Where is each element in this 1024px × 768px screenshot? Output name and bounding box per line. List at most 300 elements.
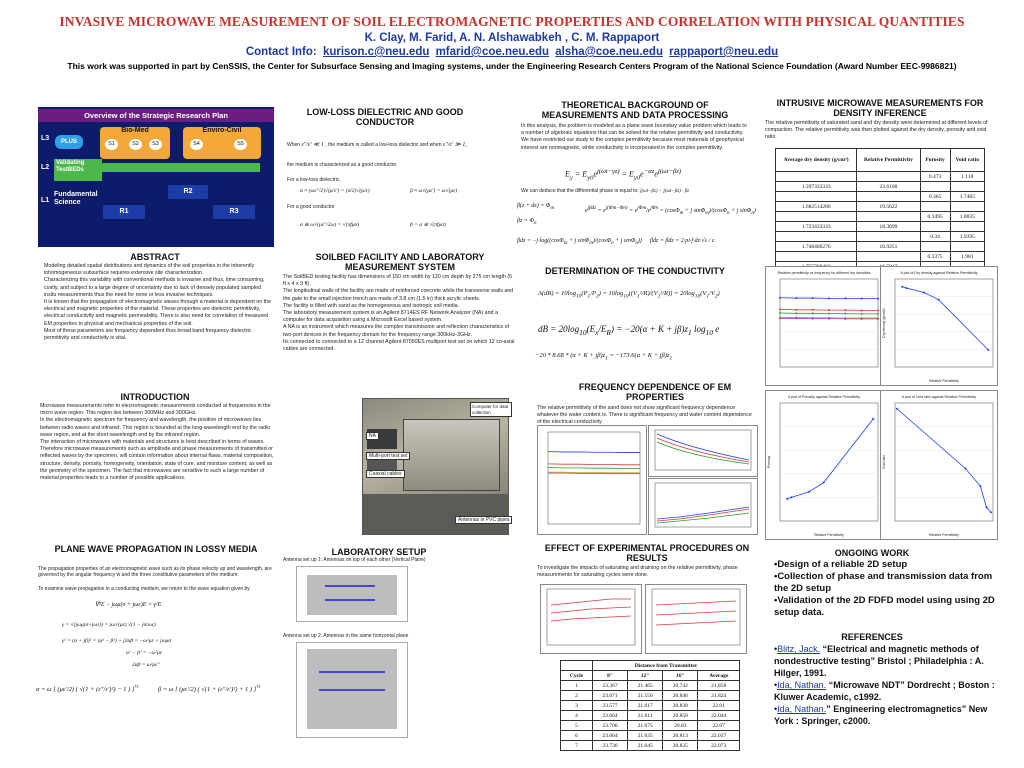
table-cell: 19.5622 [857, 202, 920, 212]
saturation-chart-2 [645, 584, 747, 654]
plane-wave-heading: PLANE WAVE PROPAGATION IN LOSSY MEDIA [54, 544, 258, 554]
data-point [844, 318, 846, 320]
table-cell: 7 [561, 741, 593, 751]
photo-label-na: NA [366, 432, 379, 440]
effect-heading: EFFECT OF EXPERIMENTAL PROCEDURES ON RESULTS [544, 543, 750, 563]
density-table-body [776, 172, 985, 272]
data-point [987, 349, 989, 351]
cycle-table-body [561, 681, 740, 751]
setup-1-caption: Antenna set up 1: Antennas on top of each other (Vertical Plane) [283, 557, 426, 563]
equation: ε″/ε′ ≪ 1 [301, 142, 324, 148]
table-cell [776, 212, 857, 222]
equation: $-20 * 8.68 * (\alpha + K + j\beta)z_1 = -173.6(\alpha + K + j\beta)z_1$ [535, 352, 673, 362]
data-point [779, 312, 781, 314]
table-row [561, 721, 740, 731]
chart-title: A plot of Porosity against Relative Permittivity [787, 395, 861, 399]
porosity-perm-svg [766, 391, 882, 539]
data-point [964, 467, 966, 469]
data-point [795, 309, 797, 311]
table-cell: 18.3699 [857, 222, 920, 232]
data-point [905, 287, 907, 289]
table-cell: 23.071 [593, 691, 628, 701]
s-node: S2 [129, 139, 142, 150]
table-cell: 0.365 [920, 192, 950, 202]
ongoing-item: •Validation of the 2D FDFD model using using 2D setup data. [774, 595, 995, 618]
testbed-bar [100, 163, 260, 172]
table-cell: 21.645 [628, 741, 663, 751]
table-header: 16" [663, 671, 698, 681]
data-point [877, 298, 879, 300]
abstract-paragraph: Most of these parameters are frequency dependent thus broad band frequency dielectric permittivity and conductivity is vital. [44, 327, 252, 342]
poster-title: INVASIVE MICROWAVE MEASUREMENT OF SOIL ELECTROMAGNETIC PROPERTIES AND CORRELATION WITH PHYSICAL QUANTITIES [59, 14, 965, 29]
table-cell: 22.073 [698, 741, 740, 751]
data-point [812, 318, 814, 320]
table-row [561, 711, 740, 721]
equation: βdz = −j·log((cosΦ$_m$ + j sinΦ$_m$)/(cosΦ$_n$ + j sinΦ$_n$)) [517, 238, 642, 247]
table-cell: 1.397333333 [776, 182, 857, 192]
table-cell: 1.981 [950, 252, 984, 262]
equation: ∇²E − jωμ(σ + jωε)E = γ²E [95, 602, 162, 608]
photo-label-computer: Computer for data collection [470, 402, 512, 417]
table-cell: 23.736 [593, 741, 628, 751]
data-point [861, 313, 863, 315]
equation: $A(dB) = 10\log_{10}(P_1/P_2) = 10\log_{10}((V_1^2/R)/(V_2^2/R)) = 20\log_{10}(V_1/V_2)$ [538, 290, 720, 300]
table-cell: 1.723433333 [776, 222, 857, 232]
lab-photo [362, 398, 509, 535]
table-header: Cycle [561, 671, 593, 681]
low-loss-label: For a low-loss dielectric, [287, 177, 341, 183]
data-point [779, 297, 781, 299]
saturation-svg-2 [646, 585, 746, 653]
table-row [776, 172, 985, 182]
references-heading: REFERENCES [841, 632, 903, 642]
equation: 2αβ = ω²με″ [132, 662, 160, 668]
table-cell: 21.556 [628, 691, 663, 701]
reference-text: “Microwave NDT” Dordrecht ; Boston : Kluwer Academic, c1992. [774, 680, 995, 702]
data-point [795, 297, 797, 299]
data-point [812, 309, 814, 311]
x-axis-label: Relative Permittivity [814, 533, 844, 537]
perm-freq-svg [766, 267, 882, 385]
setup-1-plot-area [307, 575, 397, 615]
abstract-paragraph: It is known that the propagation of electromagnetic waves through a material is dependent on the electrical and magnetic properties of the material. These properties are dielectric permittivity, electrical conductivity and magnetic permeability. There is also need for correlation of measured EM properties to physical and mechanical properties of the soil. [44, 299, 272, 327]
freq-permittivity-svg [538, 426, 646, 534]
table-header-row [776, 149, 985, 172]
data-point [786, 498, 788, 500]
deduce-text [521, 188, 749, 195]
density-perm-svg [881, 267, 997, 385]
table-row [561, 701, 740, 711]
table-cell [776, 252, 857, 262]
equation: dB = $20\log_{10}(E_x/E_R) = -20(\alpha + K + j\beta)z_1$ $\log_{10} e$ [538, 324, 720, 337]
funding-statement: This work was supported in part by CenSSIS, the Center for Subsurface Sensing and Imaging systems, under the Engineering Research Centers Program of the National Science Foundation (Award Number EEC-9986821) [67, 61, 957, 71]
level-label: L3 [41, 135, 50, 142]
y-axis-label: Porosity [767, 455, 771, 469]
saturation-svg-1 [541, 585, 641, 653]
strategic-plan-title: Overview of the Strategic Research Plan [38, 109, 274, 122]
abstract-paragraph: Characterizing this variability with conventional methods is invasive and thus, time consuming, costly, and subject to a large degree of uncertainty due to lack of densely populated sampled insitu measurements thus the need for none or less invasive techniques. [44, 277, 265, 298]
freq-permittivity-chart [537, 425, 647, 535]
soilbed-paragraph: The longitudinal walls of the facility are made of reinforced concrete while the transverse walls and the gate to the small injection trench are made of 3.8 cm (1.5 in) thick acrylic sheets. [283, 288, 514, 302]
table-cell: 20.813 [663, 731, 698, 741]
equation: α ≈ (ωε″/2)√(μ/ε′) = (σ/2)√(μ/ε) [300, 188, 370, 194]
plot-area [895, 279, 993, 367]
low-loss-text: , the medium is called a low-loss dielectric and when [325, 142, 442, 148]
level-label: L1 [41, 197, 50, 204]
data-point [844, 313, 846, 315]
setup-2-figure [296, 642, 408, 738]
data-point [979, 485, 981, 487]
intro-paragraph: Microwave measurements refer to electromagnetic measurements conducted at frequencies in the micro wave region. This region lies between 300MHz and 300GHz. [40, 403, 271, 417]
plot-area [895, 403, 993, 521]
equation: $\beta(z + dz) = \Phi_m$ $\beta z = \Phi_n$ [517, 203, 554, 227]
reference-author-link[interactable]: Blitz, Jack. [777, 644, 821, 654]
table-row [561, 681, 740, 691]
data-point [985, 506, 987, 508]
density-perm-chart [880, 266, 998, 386]
freq-conductivity-chart [648, 425, 758, 477]
s-node: S3 [149, 139, 162, 150]
plane-wave-text: The propagation properties of an electromagnetic wave such as its phase velocity up and wavelength, are governed by the angular frequency w and the three constitutive parameters of the medium: [38, 566, 272, 579]
antenna-line [325, 585, 375, 587]
table-row [561, 731, 740, 741]
table-caption: Distance from Transmitter [593, 661, 740, 671]
table-header-row [561, 671, 740, 681]
reference-item: •Ida, Nathan.” Engineering electromagnetics” New York : Springer, c2000. [774, 704, 988, 726]
equation: ε″/ε′ ≫ 1, [442, 142, 467, 148]
data-point [812, 312, 814, 314]
data-point [779, 317, 781, 319]
ongoing-heading: ONGOING WORK [834, 548, 910, 558]
table-cell: 21.635 [628, 731, 663, 741]
table-cell [950, 242, 984, 252]
table-cell: 1.748466276 [776, 242, 857, 252]
saturation-chart-1 [540, 584, 642, 654]
email-link[interactable]: mfarid@coe.neu.edu [435, 46, 550, 58]
conductivity-curve-svg-2 [649, 479, 757, 534]
antenna-line [319, 689, 385, 691]
ongoing-list [774, 559, 996, 619]
table-cell [950, 202, 984, 212]
freq-dep-heading: FREQUENCY DEPENDENCE OF EM PROPERTIES [578, 382, 732, 402]
table-row [776, 182, 985, 192]
strategic-plan-diagram [38, 107, 274, 247]
abstract-heading: ABSTRACT [130, 252, 180, 262]
reference-text: ” Engineering electromagnetics” New York : Springer, c2000. [774, 704, 988, 726]
x-axis-label: Relative Permittivity [929, 533, 959, 537]
table-cell: 21.617 [628, 701, 663, 711]
table-cell [920, 182, 950, 192]
authors: K. Clay, M. Farid, A. N. Alshawabkeh , C. M. Rappaport [364, 32, 660, 44]
reference-author-link[interactable]: Ida, Nathan. [777, 704, 827, 714]
data-point [828, 297, 830, 299]
table-row [776, 192, 985, 202]
data-point [844, 309, 846, 311]
table-cell: 21.858 [698, 681, 740, 691]
y-axis-label: Void ratio [882, 454, 886, 470]
equation: j(ωt−βz) − j(ωt−βz) · βz [640, 189, 690, 194]
contact-label: Contact Info: [245, 46, 317, 58]
table-cell: 3 [561, 701, 593, 711]
data-point [877, 309, 879, 311]
photo-label-antennas: Antennas in PVC pipes [455, 516, 512, 524]
equation: $e^{j\beta dz} = e^{j(\Phi m-\Phi n)} = e^{j\Phi m}/e^{j\Phi n} = (\cos\Phi_m + j$ sinΦ$_m$)/(cosΦ$_n$ + j sinΦ$_n$) [585, 206, 756, 217]
data-point [812, 297, 814, 299]
freq-conductivity-chart-2 [648, 478, 758, 535]
table-cell [776, 232, 857, 242]
table-cell: 1.8835 [950, 212, 984, 222]
table-header: 8" [593, 671, 628, 681]
table-cell: 20.858 [663, 711, 698, 721]
plane-wave-text: To examine wave propagation in a conducting medium, we return to the wave equation given by [38, 586, 250, 592]
data-point [901, 286, 903, 288]
table-cell: 2 [561, 691, 593, 701]
table-cell [920, 222, 950, 232]
soilbed-paragraph: A NA is an instrument which measures the complex transmission and reflection characteristics of two-port devices in the frequency domain for the frequency range 300kHz-3GHz. [283, 324, 510, 338]
good-conductor-text: the medium is characterized as a good conductor. [287, 162, 398, 168]
when-label: When [287, 142, 301, 148]
table-header: 12" [628, 671, 663, 681]
table-cell: 6 [561, 731, 593, 741]
effect-text: To investigate the impacts of saturating and draining on the relative permittivity, phase measurements for saturating cycles were done. [537, 565, 738, 579]
table-row [776, 232, 985, 242]
data-point [779, 309, 781, 311]
table-cell [857, 232, 920, 242]
table-cell: 23.577 [593, 701, 628, 711]
photo-label-coax: Coaxial cables [366, 470, 405, 478]
data-point [861, 298, 863, 300]
table-cell [920, 202, 950, 212]
cycle-table [560, 660, 740, 751]
table-cell: 0.473 [920, 172, 950, 182]
email-link[interactable]: rappaport@neu.edu [669, 46, 779, 58]
bio-med-label: Bio-Med [121, 127, 149, 134]
theoretical-heading: THEORETICAL BACKGROUND OF MEASUREMENTS AND DATA PROCESSING [541, 100, 729, 120]
table-cell: 22.01 [698, 701, 740, 711]
r1-box: R1 [103, 205, 145, 219]
conductivity-heading: DETERMINATION OF THE CONDUCTIVITY [545, 266, 725, 276]
validating-testbeds-box: Validating TestBEDs [54, 159, 102, 181]
plot-area [780, 403, 878, 521]
table-cell [950, 182, 984, 192]
table-cell: 23.6108 [857, 182, 920, 192]
table-cell: 0.3495 [920, 212, 950, 222]
soilbed-body [283, 274, 515, 353]
table-cell: 20.83 [663, 721, 698, 731]
data-point [872, 418, 874, 420]
data-point [790, 496, 792, 498]
equation: β = ω [ (με′/2) ( √(1 + (ε″/ε′)²) + 1 ) ]$^{\frac{1}{2}}$ [158, 684, 261, 694]
theoretical-text: In this analysis, the problem is modeled as a plane wave boundary value problem which leads to a number of algebraic equations that can be solved for the relative permittivity and conductivity. We have restricted our study to the complex permittivity because most materials of geophysical interest are nonmagnetic, while conductivity is incorporated in the complex permittivity. [521, 123, 747, 151]
fundamental-science-box: Fundamental Science [54, 191, 98, 206]
plot-area [780, 279, 878, 367]
soilbed-paragraph: Its connected to connected to a 12 channel Agilent 87050ES multiport test set on which 12 co-axial cables are connected. [283, 338, 515, 353]
table-cell: 22.044 [698, 711, 740, 721]
data-point [795, 317, 797, 319]
abstract-paragraph: Modeling detailed spatial distributions and dynamics of the soil properties in the inherently inhomogeneous subsurface requires extensive site characterization. [44, 263, 255, 277]
references-list [774, 643, 1000, 727]
table-row [776, 252, 985, 262]
density-table [775, 148, 985, 272]
table-header: Porosity [920, 149, 950, 172]
void-perm-chart [880, 390, 998, 540]
conductivity-curve-svg [649, 426, 757, 476]
table-cell: 20.835 [663, 741, 698, 751]
soilbed-paragraph: The facility is filled with sand as the homogeneous and isotropic soil media. [283, 302, 460, 309]
table-cell: 1 [561, 681, 593, 691]
lab-setup-heading: LABORATORY SETUP [331, 547, 427, 557]
table-header [561, 661, 593, 671]
intro-paragraph: In the electromagnetic spectrum for frequency and wavelength, the position of microwaves lies between radio waves and infrared. This region is bounded at the long-wavelength end by the radio wave region, and at the short-wavelength end by the infrared region. [40, 417, 271, 438]
soilbed-paragraph: The SoilBED testing facility has dimensions of 150 cm width by 120 cm depth by 275 cm length (5 ft x 4 x 9 ft). [283, 274, 513, 288]
table-cell: 21.824 [698, 691, 740, 701]
antenna-line [325, 599, 375, 601]
table-cell [857, 192, 920, 202]
equation: α² − β² = −ω²με [126, 650, 163, 656]
abstract-body [44, 263, 272, 342]
table-cell: 1.118 [950, 172, 984, 182]
low-loss-heading: LOW-LOSS DIELECTRIC AND GOOD CONDUCTOR [306, 107, 464, 127]
void-perm-svg [881, 391, 997, 539]
reference-item: •Blitz, Jack. “Electrical and magnetic methods of nondestructive testing” Bristol ; Philadelphia : A. Hilger, 1991. [774, 644, 984, 678]
data-point [896, 408, 898, 410]
table-cell: 4 [561, 711, 593, 721]
good-conductor-label: For a good conductor [287, 204, 335, 210]
table-row [776, 222, 985, 232]
table-cell: 5 [561, 721, 593, 731]
chart-title: A plot of Void ratio against Relative Permittivity [901, 395, 977, 399]
data-point [861, 318, 863, 320]
table-row [776, 202, 985, 212]
table-header: Average [698, 671, 740, 681]
intrusive-heading: INTRUSIVE MICROWAVE MEASUREMENTS FOR DENSITY INFERENCE [776, 98, 984, 118]
table-row [776, 212, 985, 222]
porosity-perm-chart [765, 390, 883, 540]
table-cell: 21.675 [628, 721, 663, 731]
email-link[interactable]: alsha@coe.neu.edu [555, 46, 663, 58]
data-point [828, 313, 830, 315]
table-cell [857, 252, 920, 262]
table-cell: 20.742 [663, 681, 698, 691]
table-cell: 1.682514286 [776, 202, 857, 212]
reference-item: •Ida, Nathan. “Microwave NDT” Dordrecht ; Boston : Kluwer Academic, c1992. [774, 680, 995, 702]
equation: γ² = (α + jβ)² = (α² − β²) + j2αβ = −ω²με + jωμσ [62, 638, 172, 644]
table-cell: 20.838 [663, 701, 698, 711]
equation: α = ω [ (με′/2) ( √(1 + (ε″/ε′)²) − 1 ) ]$^{\frac{1}{2}}$ [36, 684, 139, 694]
photo-label-multiport: Multi-port test set [366, 452, 410, 460]
contact-info [0, 46, 1024, 58]
table-cell [920, 242, 950, 252]
r2-box: R2 [168, 185, 208, 199]
data-point [828, 318, 830, 320]
data-point [861, 309, 863, 311]
freq-dep-text: The relative permittivity of the sand does not show significant frequency dependence whatever the water content is. There is significant frequency and water content dependence of the electrical conductivity [537, 405, 752, 426]
equation: α ≅ ω√(με″/2ω) = √(πfμσ) [300, 222, 360, 228]
table-row [561, 741, 740, 751]
equation: β = α ≅ √(πfμσ) [410, 222, 446, 228]
chart-title: Relative permittivity vs frequency for different dry densities [777, 271, 871, 275]
table-header: Average dry density (g/cm³) [776, 149, 857, 172]
r3-box: R3 [213, 205, 255, 219]
data-point [923, 291, 925, 293]
enviro-civil-label: Enviro-Civil [202, 127, 242, 134]
table-cell: 22.07 [698, 721, 740, 731]
table-cell: 1.9395 [950, 232, 984, 242]
reference-text: “Electrical and magnetic methods of nondestructive testing” Bristol ; Philadelphia : A. Hilger, 1991. [774, 644, 984, 678]
table-cell: 1.7465 [950, 192, 984, 202]
table-cell [857, 212, 920, 222]
plane-wave-equations [36, 598, 274, 758]
table-cell: 23.706 [593, 721, 628, 731]
antenna-line [319, 671, 385, 673]
table-row [776, 242, 985, 252]
soilbed-tank [403, 419, 500, 491]
data-point [990, 511, 992, 513]
table-cell: 16.9251 [857, 242, 920, 252]
email-link[interactable]: kurison.c@neu.edu [322, 46, 430, 58]
soilbed-heading: SOILBED FACILITY AND LABORATORY MEASUREMENT SYSTEM [315, 252, 485, 272]
lab-floor [363, 494, 508, 534]
data-point [844, 297, 846, 299]
table-header: Void ratio [950, 149, 984, 172]
s-node: S4 [190, 139, 203, 150]
table-cell: 23.664 [593, 731, 628, 741]
table-cell [950, 222, 984, 232]
ongoing-item: •Design of a reliable 2D setup [774, 559, 908, 570]
low-loss-when-row [287, 142, 512, 148]
reference-author-link[interactable]: Ida, Nathan. [777, 680, 827, 690]
x-axis-label: Relative Permittivity [929, 379, 959, 383]
table-cell: 0.34 [920, 232, 950, 242]
deduce-label: We can deduce that the differential phase is equal to: [521, 188, 639, 194]
y-axis-label: Dry density (g/cm3) [882, 308, 886, 338]
data-point [808, 491, 810, 493]
table-cell [776, 192, 857, 202]
table-row [561, 691, 740, 701]
equation: β ≈ ω√(με′) = ω√(με) [410, 188, 458, 194]
s-node: S5 [234, 139, 247, 150]
data-point [823, 482, 825, 484]
equation: $E_y = E_{y0}e^{j(\omega t-\gamma z)} = E_{y0}e^{-\alpha z}e^{j(\omega t-\beta z)}$ [565, 168, 682, 182]
data-point [828, 309, 830, 311]
table-cell: 22.037 [698, 731, 740, 741]
data-point [795, 312, 797, 314]
equation: βdz = βdz = 2·pi·f·dz·√ε / c [650, 238, 715, 244]
soilbed-paragraph: The laboratory measurement system is an Agilent 8714ES RF Network Analyzer (NA) and a computer for data acquisition using a Microsoft Excel based system. [283, 310, 498, 324]
setup-1-figure [296, 566, 408, 622]
intro-paragraph: The interaction of microwaves with materials and structures is best described in terms of waves. Therefore microwave measurements such as amplitude and phase measurements of transmitted or reflected waves by the specimen, will contain information about internal flaws, material composition, structure, density, porosity, homogeneity, orientation, state of cure, and moisture content, as well as the geometry of the specimen. The fact that microwaves are sensitive to such a large number of material properties leads to a number of possible applications. [40, 439, 274, 482]
table-cell: 21.465 [628, 681, 663, 691]
table-cell [857, 172, 920, 182]
table-cell: 23.367 [593, 681, 628, 691]
table-cell: 23.664 [593, 711, 628, 721]
data-point [877, 318, 879, 320]
equation: γ = √(jωμ(σ+jωε)) = jω√(με) √(1 − jσ/ωε) [62, 622, 156, 628]
chart-title: A plot of Dry density against Relative Permittivity [900, 271, 978, 275]
data-point [877, 313, 879, 315]
perm-freq-chart [765, 266, 883, 386]
table-header: Relative Permittivity [857, 149, 920, 172]
level-label: L2 [41, 164, 50, 171]
intrusive-text: The relative permittivity of saturated sand and dry density were determined at different levels of compaction. The relative permittivity was then plotted against the dry density, porosity and void ratio. [765, 120, 988, 141]
table-cell: 20.846 [663, 691, 698, 701]
table-cell: 21.611 [628, 711, 663, 721]
plus-logo: PLUS [55, 135, 83, 149]
data-point [938, 299, 940, 301]
s-node: S1 [105, 139, 118, 150]
table-cell: 0.3375 [920, 252, 950, 262]
table-cell [776, 172, 857, 182]
